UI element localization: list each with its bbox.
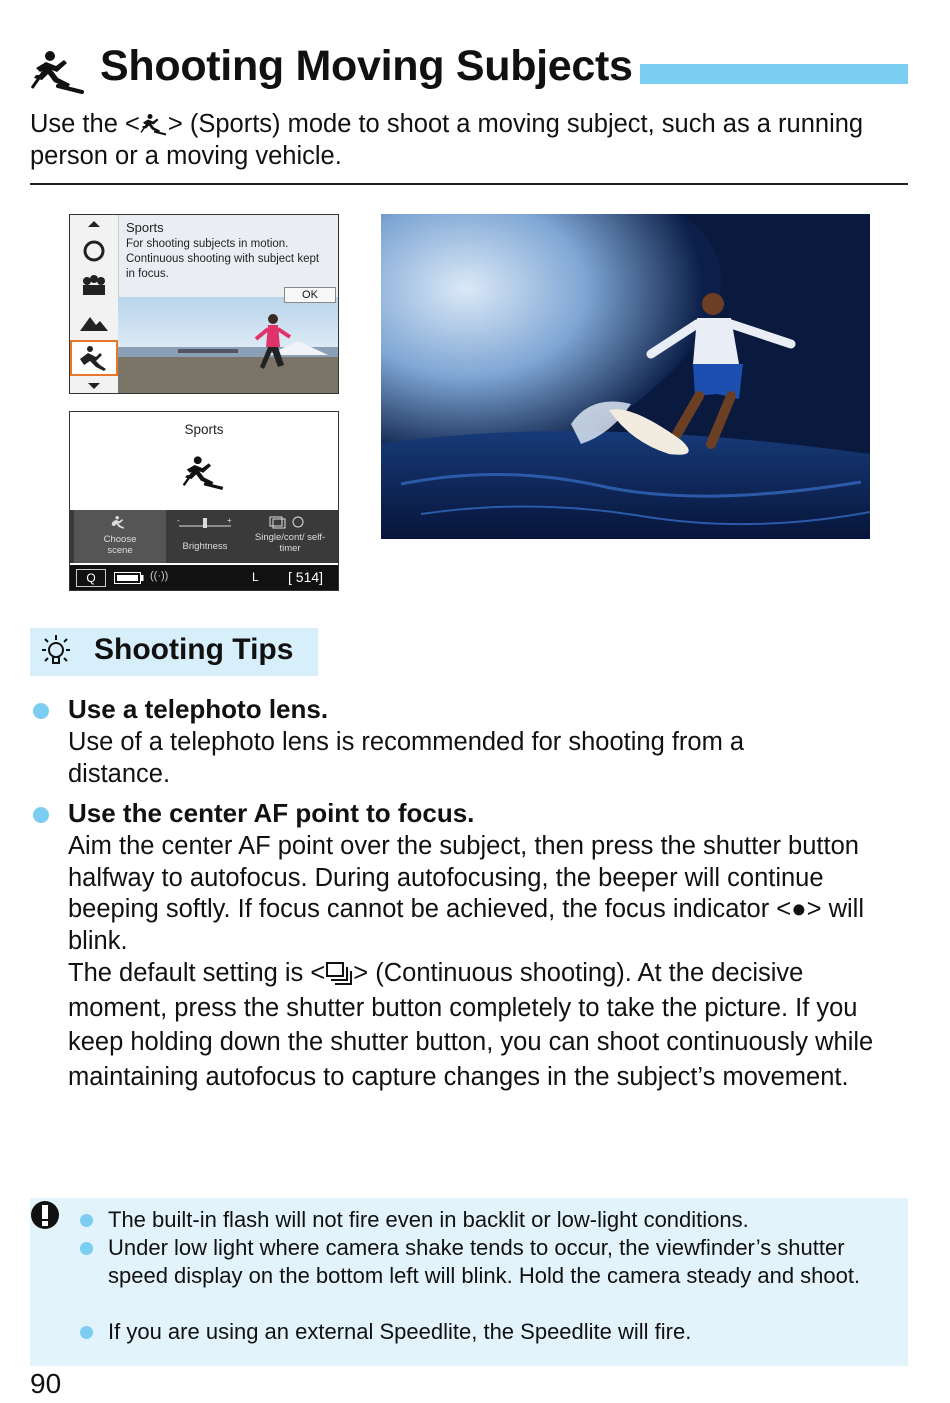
surfer-photo (381, 214, 870, 539)
bullet-icon (80, 1326, 93, 1339)
title-row (30, 40, 910, 100)
battery-icon (114, 572, 144, 584)
quick-control-panel (70, 510, 338, 563)
camera-screen-quick-control (69, 411, 339, 591)
mode-name: Sports (126, 220, 164, 235)
bullet-icon (33, 703, 49, 719)
caution-item: The built-in flash will not fire even in backlit or low-light conditions. (108, 1207, 749, 1232)
status-bar (70, 565, 338, 590)
svg-text:+: + (227, 516, 232, 525)
title-accent-bar (640, 64, 908, 84)
tip-body-center-af (68, 831, 878, 957)
focus-indicator-icon: ● (791, 895, 807, 923)
continuous-text-end: > (Continuous shooting). At the decisive moment, press the shutter button completely to take the picture. If you keep holding down the shutter button, you can shoot continuously while maintaining autofocus to capture changes in the subject’s movement. (68, 959, 874, 1091)
brightness-label: Brightness (182, 541, 228, 552)
screen-mode-title: Sports (184, 422, 224, 437)
page-number: 90 (30, 1368, 62, 1399)
up-arrow-icon (88, 221, 100, 227)
group-icon (83, 285, 105, 295)
caution-box (30, 1198, 908, 1366)
shots-remaining: [ 514] (288, 569, 324, 585)
mode-description-box (126, 220, 326, 282)
lightbulb-icon (38, 634, 74, 670)
intro-text-start: Use the < (30, 110, 140, 138)
drive-mode-label: Single/cont/ self-timer (254, 532, 326, 554)
q-button[interactable]: Q (76, 569, 106, 587)
intro-text-end: > (Sports) mode to shoot a moving subject, such as a running person or a moving vehicle. (30, 110, 864, 170)
sports-mode-icon (182, 454, 226, 490)
svg-text:-: - (177, 516, 180, 525)
quality-indicator: L (252, 570, 259, 584)
brightness-cell[interactable] (168, 510, 242, 563)
section-divider (30, 183, 908, 185)
mode-description: For shooting subjects in motion. Continuous shooting with subject kept in focus. (126, 238, 320, 280)
tip-body-continuous (68, 956, 898, 1094)
mode-icon-column (70, 215, 119, 393)
shooting-tips-title: Shooting Tips (94, 633, 294, 666)
continuous-shooting-icon (266, 515, 314, 529)
shooting-tips-header (30, 628, 318, 676)
bullet-icon (33, 807, 49, 823)
sports-mode-icon (140, 112, 168, 136)
center-af-text-end: > will blink. (68, 895, 864, 955)
caution-icon (30, 1200, 60, 1230)
sports-mode-icon (30, 48, 86, 94)
continuous-shooting-icon (325, 961, 353, 985)
tip-heading-telephoto: Use a telephoto lens. (68, 694, 329, 724)
tip-heading-center-af: Use the center AF point to focus. (68, 798, 475, 828)
choose-scene-cell[interactable] (74, 510, 166, 563)
choose-scene-label: Choose scene (103, 534, 137, 556)
page-title: Shooting Moving Subjects (100, 42, 633, 90)
landscape-icon (80, 317, 108, 331)
tip-body-telephoto: Use of a telephoto lens is recommended for shooting from a distance. (68, 728, 745, 788)
drive-mode-cell[interactable] (246, 510, 334, 563)
portrait-icon (85, 242, 103, 260)
sports-mode-icon (110, 515, 130, 531)
ok-button[interactable]: OK (284, 287, 336, 303)
bullet-icon (80, 1242, 93, 1255)
down-arrow-icon (88, 383, 100, 389)
camera-screen-mode-select (69, 214, 339, 394)
intro-paragraph (30, 108, 910, 172)
bullet-icon (80, 1214, 93, 1227)
center-af-text: Aim the center AF point over the subject, then press the shutter button halfway to autofocus. During autofocusing, the beeper will continue beeping softly. If focus cannot be achieved, the focus indicator < (68, 832, 859, 923)
caution-item: If you are using an external Speedlite, the Speedlite will fire. (108, 1319, 692, 1344)
brightness-scale-icon (177, 516, 233, 530)
beep-off-icon: ((·)) (150, 570, 169, 582)
continuous-text-start: The default setting is < (68, 959, 326, 987)
runner-photo (118, 297, 338, 393)
mode-icons (70, 215, 118, 393)
caution-item: Under low light where camera shake tends to occur, the viewfinder’s shutter speed display on the bottom left will blink. Hold the camera steady and shoot. (108, 1235, 861, 1288)
